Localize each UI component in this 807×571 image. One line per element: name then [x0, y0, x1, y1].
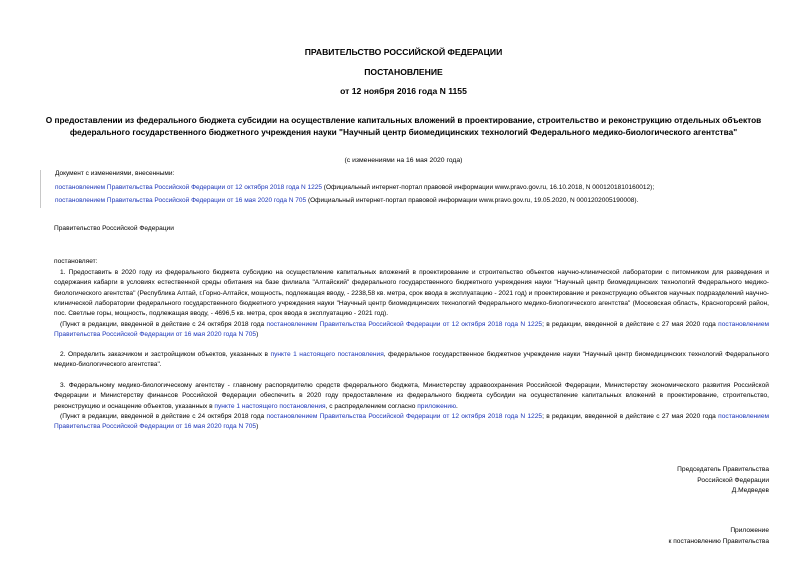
changes-item-text: (Официальный интернет-портал правовой информации www.pravo.gov.ru, 16.10.2018, N 0001201810160012);	[321, 184, 655, 191]
note-link-705[interactable]: постановлением Правительства Российской Федерации от 16 мая 2020 года N 705	[54, 321, 770, 339]
note-text: ; в редакции, введенной в действие с 27 мая 2020 года	[542, 321, 719, 328]
paragraph-text: 2. Определить заказчиком и застройщиком объектов, указанных в	[60, 351, 271, 358]
paragraph-1-note	[54, 320, 769, 341]
changes-box	[40, 170, 769, 208]
paragraph-text: .	[456, 402, 458, 410]
paragraph-text: , с распределением согласно	[325, 402, 418, 410]
paragraph-1: 1. Предоставить в 2020 году из федерального бюджета субсидию на осуществление капитальных вложений в проектирование и строительство объектов научно-клинической лаборатории с питомником для разведения и содержания кабарги в условиях естественной среды обитания на базе филиала "Алтайский" федерального государственного бюджетного учреждения науки "Научный центр биомедицинских технологий Федерального медико-биологического агентства" (Республика Алтай, г.Горно-Алтайск, мощность, подлежащая вводу, - 2238,58 кв. метра, срок ввода в эксплуатацию - 2021 год) и проектирование и реконструкцию объектов научных подразделений научно-клинической лаборатории федерального государственного бюджетного учреждения науки "Научный центр биомедицинских технологий Федерального медико-биологического агентства" (Московская область, Красногорский район, пос. Светлые горы, мощность, подлежащая вводу, - 4696,5 кв. метра, срок ввода в эксплуатацию - 2021 год).	[54, 269, 769, 318]
body-decides: постановляет:	[54, 258, 98, 265]
note-text: (Пункт в редакции, введенной в действие с 24 октября 2018 года	[60, 321, 267, 328]
header-doc-type: ПОСТАНОВЛЕНИЕ	[364, 67, 443, 77]
amendment-link-1225[interactable]: постановлением Правительства Российской Федерации от 12 октября 2018 года N 1225	[55, 184, 322, 191]
note-link-705[interactable]: постановлением Правительства Российской Федерации от 16 мая 2020 года N 705	[54, 413, 770, 431]
note-text: )	[256, 423, 259, 431]
paragraph-text: , федеральное государственное бюджетное учреждение науки "Научный центр биомедицинских технологий Федерального медико-биологического агентства".	[54, 351, 769, 369]
appendix-link[interactable]: приложению	[417, 402, 457, 410]
changes-item	[55, 184, 654, 191]
paragraph-2	[54, 350, 769, 371]
changes-intro: Документ с изменениями, внесенными:	[55, 170, 175, 177]
signature-name: Д.Медведев	[731, 487, 769, 494]
point-1-link[interactable]: пункте 1 настоящего постановления	[214, 402, 326, 410]
note-text: (Пункт в редакции, введенной в действие с 24 октября 2018 года	[60, 413, 267, 420]
body-government: Правительство Российской Федерации	[54, 225, 174, 232]
note-link-1225[interactable]: постановлением Правительства Российской Федерации от 12 октября 2018 года N 1225	[266, 413, 543, 420]
amendment-note: (с изменениями на 16 мая 2020 года)	[344, 157, 463, 164]
appendix-heading	[669, 526, 770, 547]
signature-position: Председатель Правительства	[677, 466, 769, 473]
document-title: О предоставлении из федерального бюджета субсидии на осуществление капитальных вложений в проектирование, строительство и реконструкцию отдельных объектов федерального государственного бюджетного учреждения науки "Научный центр биомедицинских технологий Федерального медико-биологического агентства"	[45, 115, 762, 137]
appendix-label: Приложение	[730, 527, 769, 534]
note-text: )	[256, 331, 259, 339]
header-date-number: от 12 ноября 2016 года N 1155	[340, 86, 467, 96]
amendment-link-705[interactable]: постановлением Правительства Российской Федерации от 16 мая 2020 года N 705	[55, 197, 307, 204]
changes-item	[55, 197, 638, 204]
appendix-ref: к постановлению Правительства	[668, 537, 769, 545]
signature-block	[677, 465, 769, 497]
changes-item-text: (Официальный интернет-портал правовой информации www.pravo.gov.ru, 19.05.2020, N 0001202005190008).	[306, 197, 639, 204]
point-1-link[interactable]: пункте 1 настоящего постановления	[270, 351, 384, 358]
paragraph-3-note	[54, 412, 769, 433]
note-text: ; в редакции, введенной в действие с 27 мая 2020 года	[542, 413, 719, 420]
signature-country: Российской Федерации	[697, 476, 769, 484]
paragraph-text: 3. Федеральному медико-биологическому агентству - главному распорядителю средств федерального бюджета, Министерству здравоохранения Российской Федерации, Министерству экономического развития Российской Федерации и Министерству финансов Российской Федерации обеспечить в 2020 году предоставление из федерального бюджета субсидии на осуществление капитальных вложений в проектирование, строительство, реконструкцию и оснащение объектов, указанных в	[54, 382, 769, 410]
note-link-1225[interactable]: постановлением Правительства Российской Федерации от 12 октября 2018 года N 1225	[266, 321, 543, 328]
header-government: ПРАВИТЕЛЬСТВО РОССИЙСКОЙ ФЕДЕРАЦИИ	[304, 47, 503, 57]
paragraph-3	[54, 381, 769, 412]
